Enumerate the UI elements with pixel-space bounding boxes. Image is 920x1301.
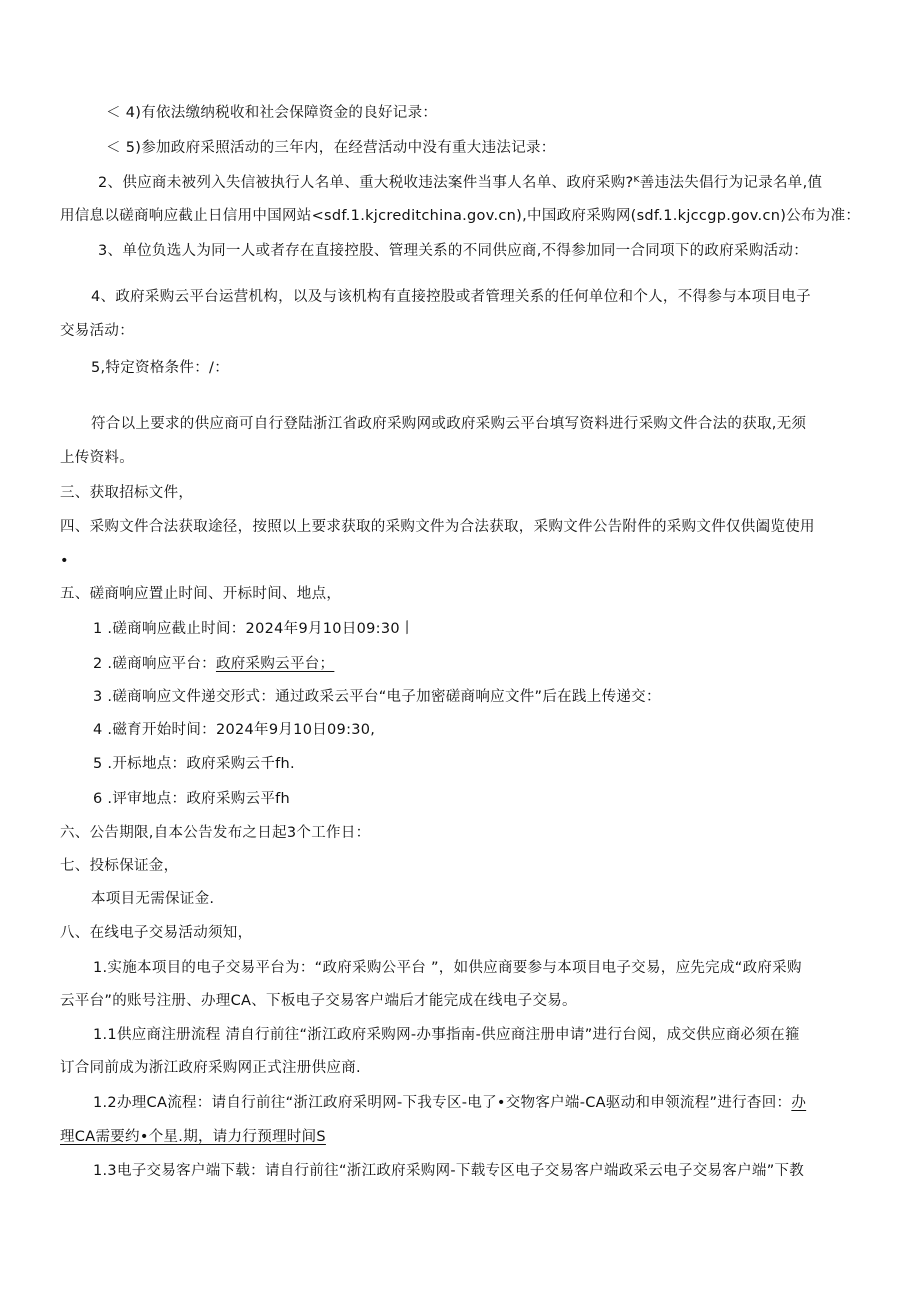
text-line: 3、单位负选人为同一人或者存在直接控股、管理关系的不同供应商,不得参加同一合同项下的政府采购活动： — [98, 243, 809, 259]
text-line: 1.实施本项目的电子交易平台为：“政府采购公平台 ”，如供应商要参与本项目电子交易，应先完成“政府采购 — [93, 960, 802, 976]
underlined-text: 理CA需要约•个星.期，请力行预理时间S — [60, 1129, 326, 1145]
text-line: 订合同前成为浙江政府采购网正式注册供应商. — [60, 1060, 361, 1076]
text-line: 1 .磋商响应截止时间：2024年9月10日09:30丨 — [93, 621, 415, 637]
text-line: 用信息以磋商响应截止日信用中国网站<sdf.1.kjcreditchina.gov.cn),中国政府采购网(sdf.1.kjccgp.gov.cn)公布为准： — [60, 208, 861, 224]
text-line: 5,特定资格条件：/： — [91, 360, 230, 376]
text-line: 1.3电子交易客户端下载：请自行前往“浙江政府采购网-下载专区电子交易客户端政采云电子交易客户端”下教 — [93, 1163, 805, 1179]
section-heading: 五、磋商响应置止时间、开标时间、地点， — [60, 586, 342, 602]
text-line: 5 .开标地点：政府采购云千fh. — [93, 756, 295, 772]
bullet-mark: • — [60, 553, 69, 569]
section-heading: 八、在线电子交易活动须知， — [60, 925, 253, 941]
text-segment: 2 .磋商响应平台： — [93, 656, 216, 672]
section-heading: 四、采购文件合法获取途径，按照以上要求获取的采购文件为合法获取，采购文件公告附件的采购文件仅供阖览使用 — [60, 519, 815, 535]
text-line — [93, 1093, 806, 1113]
text-line — [93, 654, 334, 674]
text-line: 符合以上要求的供应商可自行登陆浙江省政府采购网或政府采购云平台填写资料进行采购文件合法的获取,无须 — [91, 416, 807, 432]
text-line: 4、政府采购云平台运营机构，以及与该机构有直接控股或者管理关系的任何单位和个人，不得参与本项目电子 — [91, 289, 811, 305]
text-line: 上传资料。 — [60, 450, 134, 466]
section-heading: 六、公告期限,自本公告发布之日起3个工作日： — [60, 825, 371, 841]
text-line: 4 .磁育开始时间：2024年9月10日09:30, — [93, 722, 376, 738]
section-heading: 七、投标保证金， — [60, 858, 179, 874]
underlined-text: 政府采购云平台； — [215, 656, 335, 672]
text-line: 2、供应商未被列入失信被执行人名单、重大税收违法案件当事人名单、政府采购?ᴷ善违法失倡行为记录名单,值 — [98, 175, 823, 191]
underlined-text: 办 — [791, 1095, 807, 1111]
text-line: ＜ 4)有依法缴纳税收和社会保障资金的良好记录： — [106, 105, 438, 121]
text-line: 交易活动： — [60, 323, 134, 339]
section-heading: 三、获取招标文件， — [60, 485, 194, 501]
text-line: 3 .磋商响应文件递交形式：通过政采云平台“电子加密磋商响应文件”后在践上传递交： — [93, 689, 661, 705]
text-line: 本项目无需保证金. — [91, 891, 215, 907]
text-segment: 1.2办理CA流程：请自行前往“浙江政府采明网-下我专区-电了•交物客户端-CA驱动和申领流程”进行杳回： — [93, 1095, 792, 1111]
text-line: ＜ 5)参加政府采照活动的三年内，在经营活动中没有重大违法记录： — [106, 140, 556, 156]
text-line: 云平台”的账号注册、办理CA、下板电子交易客户端后才能完成在线电子交易。 — [60, 993, 577, 1009]
text-line: 6 .评审地点：政府采购云平fh — [93, 791, 291, 807]
text-line: 1.1供应商注册流程 清自行前往“浙江政府采购网-办事指南-供应商注册申请”进行台阅，成交供应商必须在箍 — [93, 1027, 800, 1043]
